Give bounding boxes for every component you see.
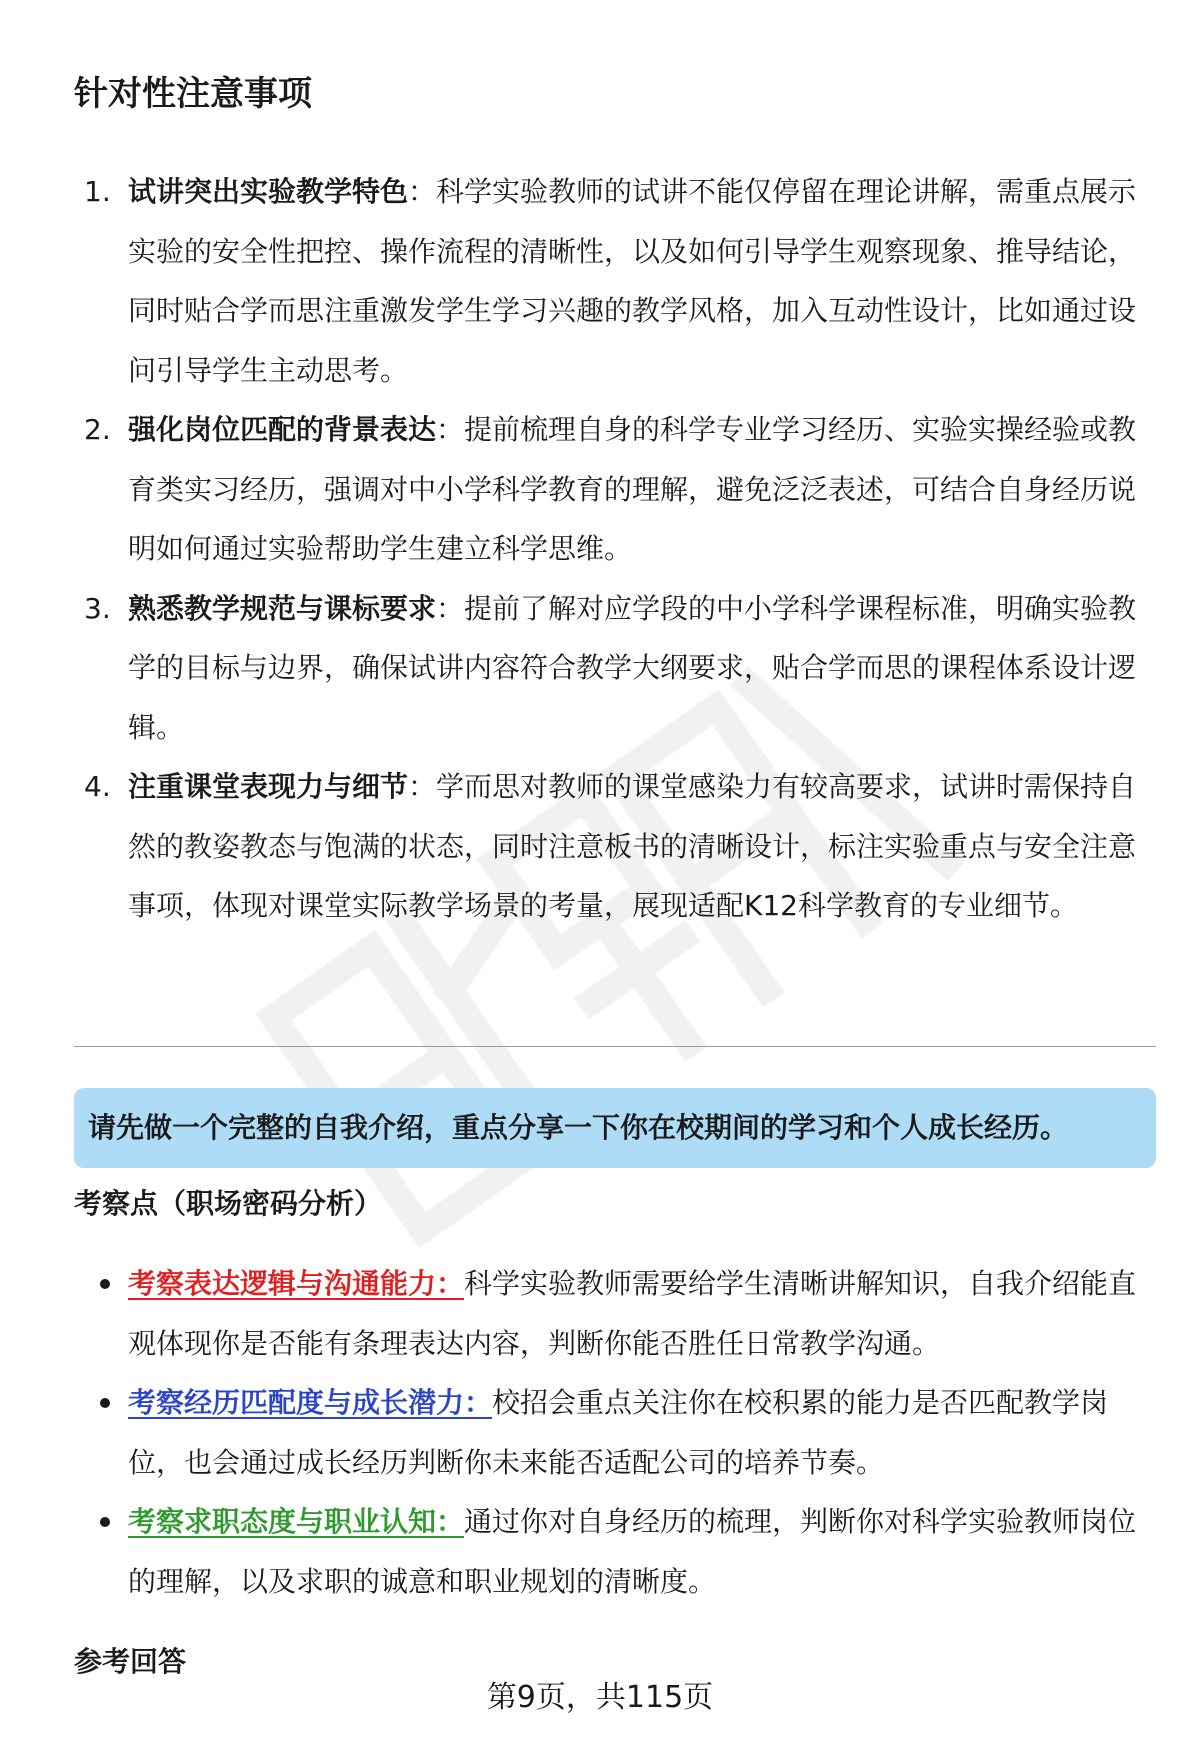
point-label: 考察表达逻辑与沟通能力： (128, 1267, 465, 1300)
list-number: 2. (84, 413, 111, 446)
point-body: 科学实验教师需要给学生清晰讲解知识，自我介绍能直观体现你是否能有条理表达内容，判断你能否胜任日常教学沟通。 (128, 1267, 1137, 1360)
page-number: 第9页，共115页 (486, 1680, 714, 1715)
bullet-icon (100, 1517, 110, 1527)
section-divider (74, 1046, 1156, 1047)
list-item (74, 400, 1144, 579)
tip-body: ：提前梳理自身的科学专业学习经历、实验实操经验或教育类实习经历，强调对中小学科学教育的理解，避免泛泛表述，可结合自身经历说明如何通过实验帮助学生建立科学思维。 (128, 413, 1137, 565)
list-number: 4. (84, 770, 111, 803)
tip-title: 试讲突出实验教学特色 (128, 175, 409, 208)
point-body: 校招会重点关注你在校积累的能力是否匹配教学岗位，也会通过成长经历判断你未来能否适配公司的培养节奏。 (128, 1386, 1109, 1479)
list-item (74, 579, 1144, 758)
tip-body: ：提前了解对应学段的中小学科学课程标准，明确实验教学的目标与边界，确保试讲内容符合教学大纲要求，贴合学而思的课程体系设计逻辑。 (128, 591, 1137, 744)
question-box (74, 1088, 1156, 1168)
list-item (74, 1254, 1144, 1373)
bullet-icon (100, 1398, 110, 1408)
list-item (74, 757, 1144, 936)
point-label: 考察经历匹配度与成长潜力： (128, 1386, 493, 1419)
reference-title: 参考回答 (74, 1645, 187, 1678)
list-number: 1. (84, 175, 111, 208)
points-list (74, 1254, 1144, 1611)
tip-title: 强化岗位匹配的背景表达 (128, 413, 437, 446)
tips-list (74, 162, 1144, 936)
list-item (74, 1373, 1144, 1492)
tip-title: 熟悉教学规范与课标要求 (128, 591, 437, 625)
list-item (74, 162, 1144, 400)
section-title: 针对性注意事项 (74, 74, 312, 114)
points-title: 考察点（职场密码分析） (74, 1187, 383, 1220)
list-number: 3. (84, 591, 111, 625)
list-item (74, 1492, 1144, 1611)
tip-body: ：科学实验教师的试讲不能仅停留在理论讲解，需重点展示实验的安全性把控、操作流程的清晰性，以及如何引导学生观察现象、推导结论，同时贴合学而思注重激发学生学习兴趣的教学风格，加入互动性设计，比如通过设问引导学生主动思考。 (128, 175, 1137, 387)
bullet-icon (100, 1279, 110, 1289)
tip-title: 注重课堂表现力与细节 (128, 770, 409, 803)
point-label: 考察求职态度与职业认知： (128, 1505, 465, 1538)
point-body: 通过你对自身经历的梳理，判断你对科学实验教师岗位的理解，以及求职的诚意和职业规划的清晰度。 (128, 1505, 1137, 1598)
question-text: 请先做一个完整的自我介绍，重点分享一下你在校期间的学习和个人成长经历。 (88, 1111, 1069, 1144)
tip-body: ：学而思对教师的课堂感染力有较高要求，试讲时需保持自然的教姿教态与饱满的状态，同时注意板书的清晰设计，标注实验重点与安全注意事项，体现对课堂实际教学场景的考量，展现适配K12科学教育的专业细节。 (128, 770, 1137, 922)
